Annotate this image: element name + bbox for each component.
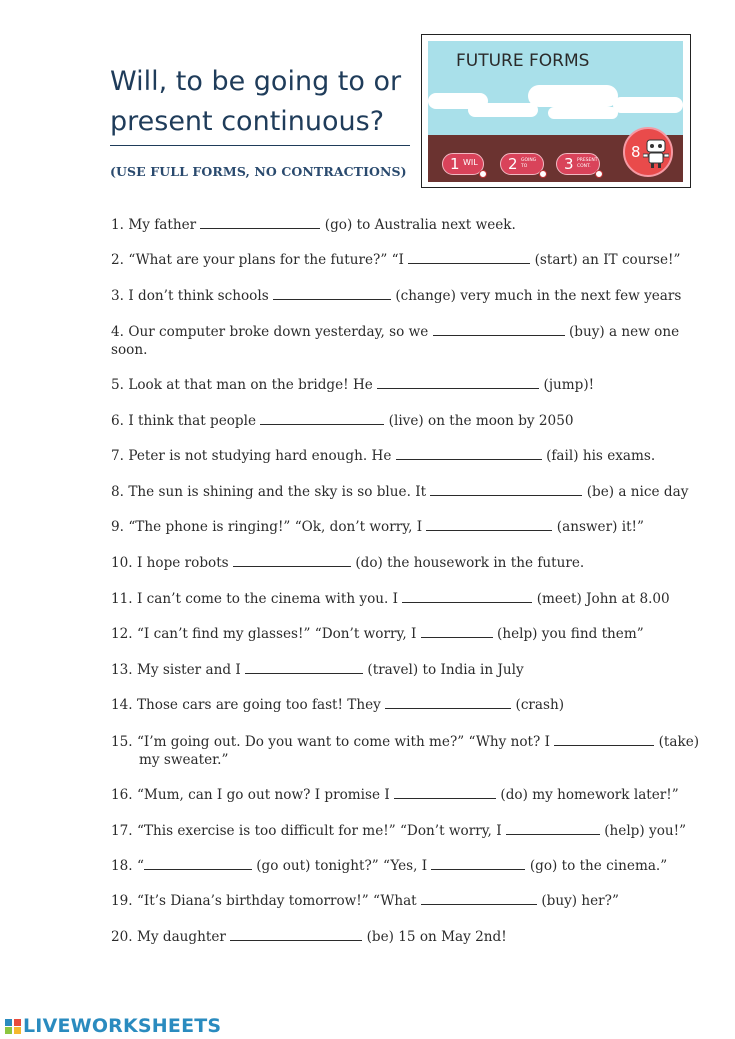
question-text: (buy) her?” <box>541 893 619 909</box>
robot-icon <box>643 137 669 169</box>
question-18 <box>111 857 701 875</box>
pill-number: 1 <box>450 155 460 173</box>
robot-badge <box>623 127 673 177</box>
question-text: Peter is not studying hard enough. He <box>128 448 392 464</box>
banner-title: FUTURE FORMS <box>456 51 590 71</box>
answer-blank[interactable] <box>377 377 539 389</box>
answer-blank[interactable] <box>430 484 582 496</box>
question-text: “ <box>136 858 144 874</box>
question-text: my sweater.” <box>139 752 229 768</box>
pill-dot-icon <box>595 170 603 178</box>
question-number: 4. <box>111 324 124 340</box>
question-text: (crash) <box>515 697 565 713</box>
answer-blank[interactable] <box>385 697 511 709</box>
answer-blank[interactable] <box>233 555 351 567</box>
question-14 <box>111 696 701 714</box>
answer-blank[interactable] <box>273 288 391 300</box>
question-11 <box>111 590 701 608</box>
question-7 <box>111 447 701 465</box>
question-number: 5. <box>111 377 124 393</box>
question-number: 18. <box>111 858 133 874</box>
worksheet-title: Will, to be going to or present continuous? <box>110 66 402 137</box>
cloud-icon <box>468 103 538 117</box>
answer-blank[interactable] <box>200 217 320 229</box>
question-number: 6. <box>111 413 124 429</box>
cloud-icon <box>613 97 683 113</box>
question-19 <box>111 892 701 910</box>
answer-blank[interactable] <box>230 929 362 941</box>
question-text: “I can’t find my glasses!” “Don’t worry, I <box>136 626 417 642</box>
question-text: (help) you find them” <box>497 626 644 642</box>
question-number: 20. <box>111 929 133 945</box>
question-8 <box>111 483 701 501</box>
question-text: My daughter <box>136 929 226 945</box>
question-text: My father <box>128 217 197 233</box>
answer-blank[interactable] <box>408 252 530 264</box>
question-text: (jump)! <box>543 377 595 393</box>
answer-blank[interactable] <box>506 823 600 835</box>
question-text: (go) to the cinema.” <box>529 858 668 874</box>
question-number: 11. <box>111 591 133 607</box>
question-text: (change) very much in the next few years <box>395 288 682 304</box>
question-text: “This exercise is too difficult for me!” “Don’t worry, I <box>136 823 502 839</box>
question-text: (be) a nice day <box>586 484 689 500</box>
question-text: “I’m going out. Do you want to come with me?” “Why not? I <box>136 734 550 750</box>
question-number: 12. <box>111 626 133 642</box>
banner-sky <box>428 41 683 182</box>
pill-present-continuous <box>556 153 600 175</box>
question-4-continuation <box>111 341 701 359</box>
question-text: “What are your plans for the future?” “I <box>128 252 404 268</box>
answer-blank[interactable] <box>421 893 537 905</box>
answer-blank[interactable] <box>394 787 496 799</box>
pill-label: GOING TO <box>521 158 537 169</box>
question-text: (go out) tonight?” “Yes, I <box>256 858 428 874</box>
question-text: (answer) it!” <box>556 519 644 535</box>
footer-brand: LIVEWORKSHEETS <box>23 1015 222 1037</box>
question-text: “Mum, can I go out now? I promise I <box>136 787 390 803</box>
pill-dot-icon <box>479 170 487 178</box>
answer-blank[interactable] <box>396 448 542 460</box>
question-number: 15. <box>111 734 133 750</box>
question-text: (meet) John at 8.00 <box>536 591 670 607</box>
question-15-continuation <box>139 751 729 769</box>
question-text: Look at that man on the bridge! He <box>128 377 373 393</box>
question-number: 7. <box>111 448 124 464</box>
title-underline <box>110 145 410 146</box>
liveworksheets-icon <box>4 1017 22 1035</box>
question-text: soon. <box>111 342 148 358</box>
question-number: 2. <box>111 252 124 268</box>
question-6 <box>111 412 701 430</box>
question-number: 3. <box>111 288 124 304</box>
question-text: (fail) his exams. <box>546 448 656 464</box>
question-17 <box>111 822 701 840</box>
question-number: 9. <box>111 519 124 535</box>
question-text: (buy) a new one <box>568 324 680 340</box>
question-text: Our computer broke down yesterday, so we <box>128 324 429 340</box>
instructions: (USE FULL FORMS, NO CONTRACTIONS) <box>110 164 407 179</box>
question-number: 10. <box>111 555 133 571</box>
pill-label: WIL <box>463 158 478 167</box>
question-text: “The phone is ringing!” “Ok, don’t worry, I <box>128 519 423 535</box>
question-10 <box>111 554 701 572</box>
question-16 <box>111 786 701 804</box>
question-15 <box>111 733 701 751</box>
question-13 <box>111 661 701 679</box>
question-1 <box>111 216 701 234</box>
answer-blank[interactable] <box>433 324 565 336</box>
question-text: (live) on the moon by 2050 <box>388 413 574 429</box>
question-number: 14. <box>111 697 133 713</box>
question-text: (be) 15 on May 2nd! <box>366 929 507 945</box>
question-12 <box>111 625 701 643</box>
badge-number: 8 <box>631 143 641 161</box>
question-number: 13. <box>111 662 133 678</box>
question-text: Those cars are going too fast! They <box>136 697 381 713</box>
cloud-icon <box>528 85 618 107</box>
question-number: 8. <box>111 484 124 500</box>
question-text: “It’s Diana’s birthday tomorrow!” “What <box>136 893 417 909</box>
question-4 <box>111 323 701 341</box>
question-text: (go) to Australia next week. <box>324 217 516 233</box>
future-forms-banner <box>421 34 691 188</box>
question-text: My sister and I <box>136 662 241 678</box>
pill-will <box>442 153 484 175</box>
answer-blank[interactable] <box>245 662 363 674</box>
question-text: (do) the housework in the future. <box>355 555 585 571</box>
answer-blank[interactable] <box>144 858 252 870</box>
question-3 <box>111 287 701 305</box>
question-5 <box>111 376 701 394</box>
question-text: (do) my homework later!” <box>500 787 679 803</box>
question-number: 17. <box>111 823 133 839</box>
answer-blank[interactable] <box>431 858 525 870</box>
pill-number: 2 <box>508 155 518 173</box>
question-2 <box>111 251 701 269</box>
question-number: 1. <box>111 217 124 233</box>
answer-blank[interactable] <box>402 591 532 603</box>
question-text: I don’t think schools <box>128 288 269 304</box>
pill-going-to <box>500 153 544 175</box>
question-20 <box>111 928 701 946</box>
cloud-icon <box>548 107 618 119</box>
answer-blank[interactable] <box>426 519 552 531</box>
question-text: I hope robots <box>136 555 229 571</box>
question-number: 16. <box>111 787 133 803</box>
question-text: I can’t come to the cinema with you. I <box>136 591 399 607</box>
pill-dot-icon <box>539 170 547 178</box>
pill-number: 3 <box>564 155 574 173</box>
answer-blank[interactable] <box>421 626 493 638</box>
question-text: (travel) to India in July <box>367 662 524 678</box>
question-text: (start) an IT course!” <box>534 252 681 268</box>
question-text: The sun is shining and the sky is so blue. It <box>128 484 427 500</box>
pill-label: PRESENT CONT. <box>577 158 598 169</box>
answer-blank[interactable] <box>260 413 384 425</box>
question-text: (help) you!” <box>604 823 687 839</box>
question-text: I think that people <box>128 413 257 429</box>
question-number: 19. <box>111 893 133 909</box>
question-text: (take) <box>658 734 700 750</box>
question-9 <box>111 518 701 536</box>
answer-blank[interactable] <box>554 734 654 746</box>
